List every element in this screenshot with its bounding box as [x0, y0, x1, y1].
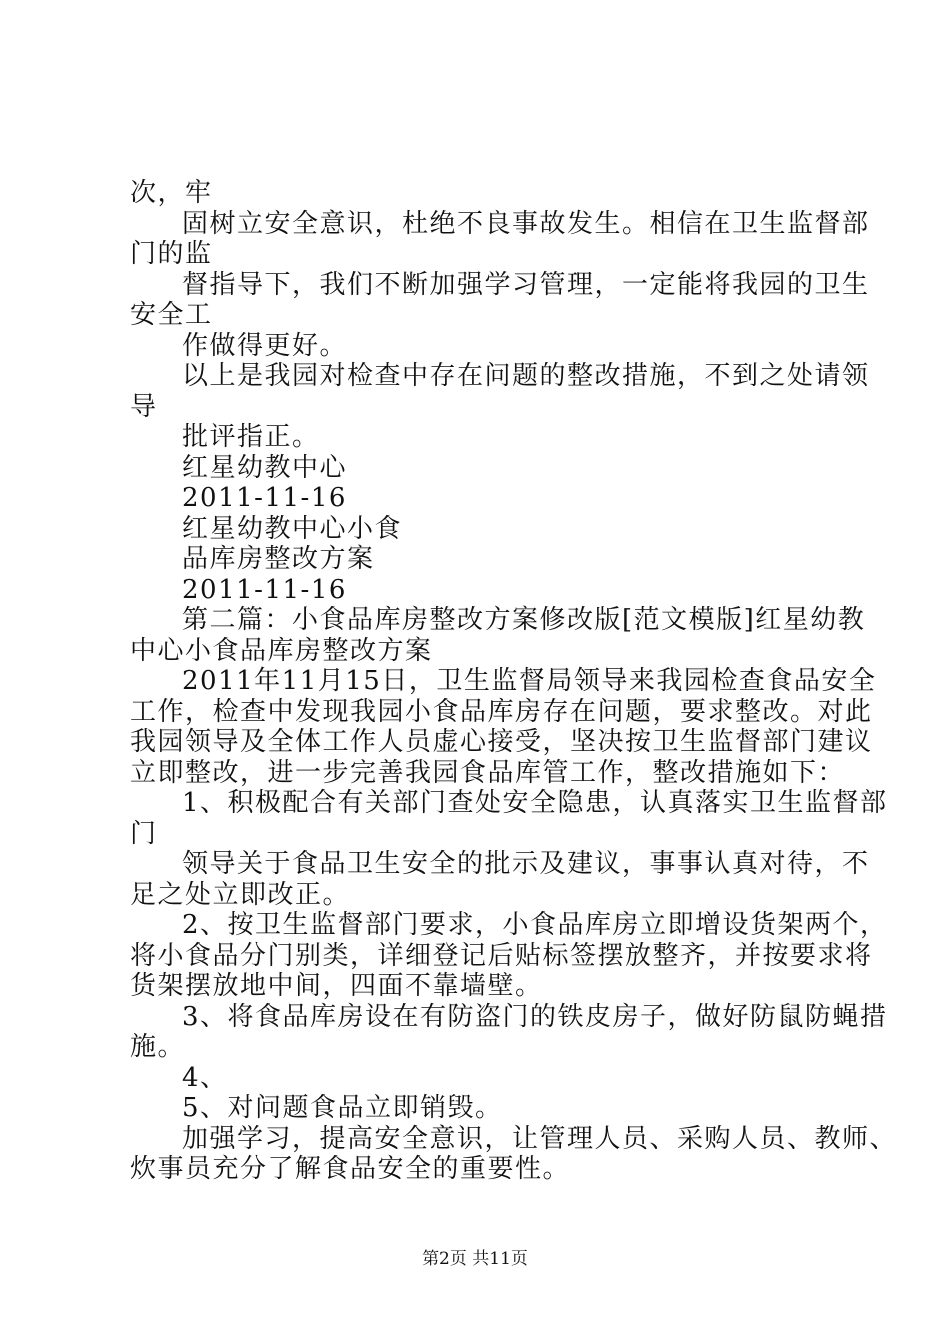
text-line: 货架摆放地中间，四面不靠墙壁。 [130, 971, 543, 1001]
text-line: 2011-11-16 [182, 574, 347, 605]
text-line: 督指导下，我们不断加强学习管理，一定能将我园的卫生 [182, 269, 870, 300]
section-heading: 第二篇：小食品库房整改方案修改版[范文模版]红星幼教 [182, 605, 866, 635]
page-footer: 第2页 共11页 [422, 1249, 528, 1269]
text-line: 导 [130, 391, 158, 422]
text-line: 领导关于食品卫生安全的批示及建议，事事认真对待，不 [182, 849, 870, 879]
list-item: 1、积极配合有关部门查处安全隐患，认真落实卫生监督部 [182, 788, 888, 818]
text-line: 将小食品分门别类，详细登记后贴标签摆放整齐，并按要求将 [130, 940, 873, 971]
document-body [130, 178, 898, 1185]
text-line: 批评指正。 [182, 422, 320, 452]
list-item: 4、 [182, 1062, 228, 1093]
text-line: 2011年11月15日，卫生监督局领导来我园检查食品安全 [182, 666, 877, 696]
text-line: 红星幼教中心小食 [182, 513, 403, 544]
text-line: 加强学习，提高安全意识，让管理人员、采购人员、教师、 [182, 1123, 898, 1154]
text-line: 足之处立即改正。 [130, 879, 351, 910]
list-item: 3、将食品库房设在有防盗门的铁皮房子，做好防鼠防蝇措 [182, 1001, 888, 1032]
text-line: 固树立安全意识，杜绝不良事故发生。相信在卫生监督部 [182, 208, 870, 239]
text-line: 门的监 [130, 239, 213, 269]
text-line: 安全工 [130, 300, 213, 330]
text-line: 炊事员充分了解食品安全的重要性。 [130, 1154, 571, 1184]
text-line: 工作，检查中发现我园小食品库房存在问题，要求整改。对此 [130, 696, 873, 727]
text-line: 我园领导及全体工作人员虚心接受，坚决按卫生监督部门建议 [130, 727, 873, 757]
text-line: 次，牢 [130, 178, 213, 208]
text-line: 施。 [130, 1032, 186, 1062]
signature-org: 红星幼教中心 [182, 452, 348, 483]
text-line: 作做得更好。 [182, 330, 348, 361]
list-item: 2、按卫生监督部门要求，小食品库房立即增设货架两个， [182, 910, 888, 940]
text-line: 立即整改，进一步完善我园食品库管工作，整改措施如下： [130, 757, 846, 788]
text-line: 门 [130, 818, 158, 849]
section-heading-cont: 中心小食品库房整改方案 [130, 635, 433, 666]
signature-date: 2011-11-16 [182, 483, 347, 513]
text-line: 品库房整改方案 [182, 544, 375, 574]
text-line: 以上是我园对检查中存在问题的整改措施，不到之处请领 [182, 361, 870, 391]
list-item: 5、对问题食品立即销毁。 [182, 1093, 503, 1123]
